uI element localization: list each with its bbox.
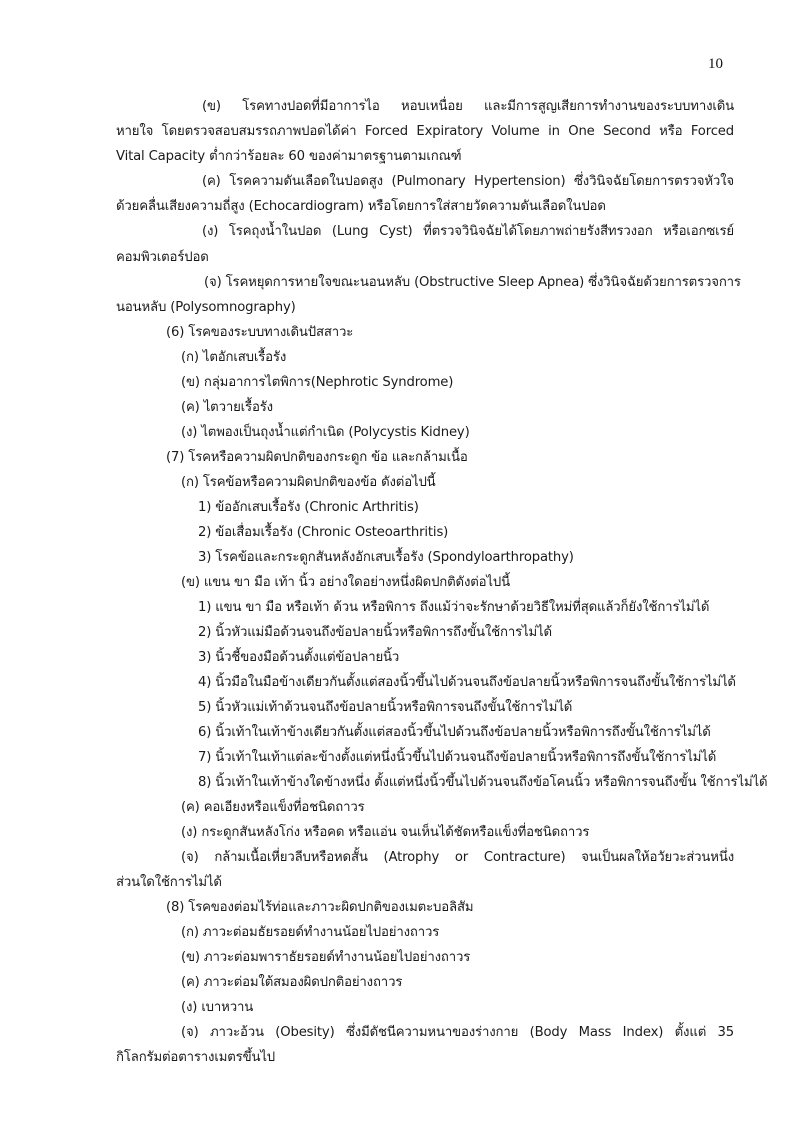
section-heading-endocrine: (8) โรคของต่อมไร้ท่อและภาวะผิดปกติของเมตะบอลิสัม: [166, 900, 474, 915]
list-item-pituitary: (ค) ภาวะต่อมใต้สมองผิดปกติอย่างถาวร: [181, 975, 403, 990]
text-line-pulmonary-hypertension: (ค) โรคความดันเลือดในปอดสูง (Pulmonary Hypertension) ซึ่งวินิจฉัยโดยการตรวจหัวใจ: [202, 174, 734, 189]
page-number: 10: [708, 56, 723, 72]
list-item-torticollis: (ค) คอเอียงหรือแข็งที่อชนิดถาวร: [181, 800, 365, 815]
text-line-polysomnography: นอนหลับ (Polysomnography): [116, 300, 296, 315]
text-line-obesity-cont: กิโลกรัมต่อตารางเมตรขึ้นไป: [116, 1050, 276, 1065]
list-item-nephrotic-syndrome: (ข) กลุ่มอาการไตพิการ(Nephrotic Syndrome): [181, 375, 454, 390]
section-heading-urinary: (6) โรคของระบบทางเดินปัสสาวะ: [166, 325, 354, 340]
text-line-lung-cyst: (ง) โรคถุงน้ำในปอด (Lung Cyst) ที่ตรวจวินิจฉัยได้โดยภาพถ่ายรังสีทรวงอก หรือเอกซเรย์: [202, 224, 734, 239]
list-item-limb-2: 2) นิ้วหัวแม่มือด้วนจนถึงข้อปลายนิ้วหรือพิการถึงขั้นใช้การไม่ได้: [198, 625, 552, 640]
list-item-spondyloarthropathy: 3) โรคข้อและกระดูกสันหลังอักเสบเรื้อรัง (Spondyloarthropathy): [198, 550, 574, 565]
text-line-fev1: หายใจ โดยตรวจสอบสมรรถภาพปอดได้ค่า Forced Expiratory Volume in One Second หรือ Forced: [116, 124, 734, 139]
list-item-limb-abnormalities: (ข) แขน ขา มือ เท้า นิ้ว อย่างใดอย่างหนึ่งผิดปกติดังต่อไปนี้: [181, 575, 510, 590]
list-item-obesity: (จ) ภาวะอ้วน (Obesity) ซึ่งมีดัชนีความหนาของร่างกาย (Body Mass Index) ตั้งแต่ 35: [181, 1025, 734, 1040]
list-item-chronic-renal-failure: (ค) ไตวายเรื้อรัง: [181, 400, 273, 415]
text-line-ct-lung: คอมพิวเตอร์ปอด: [116, 250, 209, 265]
text-line-sleep-apnea: (จ) โรคหยุดการหายใจขณะนอนหลับ (Obstructive Sleep Apnea) ซึ่งวินิจฉัยด้วยการตรวจการ: [204, 275, 741, 290]
text-line-echocardiogram: ด้วยคลื่นเสียงความถี่สูง (Echocardiogram) หรือโดยการใส่สายวัดความดันเลือดในปอด: [116, 199, 606, 214]
list-item-limb-8: 8) นิ้วเท้าในเท้าข้างใดข้างหนึ่ง ตั้งแต่หนึ่งนิ้วขึ้นไปด้วนจนถึงข้อโคนนิ้ว หรือพิการจนถึงขั้น ใช้การไม่ได้: [198, 775, 768, 790]
list-item-hypoparathyroidism: (ข) ภาวะต่อมพาราธัยรอยด์ทำงานน้อยไปอย่างถาวร: [181, 950, 471, 965]
list-item-polycystic-kidney: (ง) ไตพองเป็นถุงน้ำแต่กำเนิด (Polycystis Kidney): [181, 425, 470, 440]
list-item-limb-5: 5) นิ้วหัวแม่เท้าด้วนจนถึงข้อปลายนิ้วหรือพิการจนถึงขั้นใช้การไม่ได้: [198, 700, 573, 715]
list-item-limb-4: 4) นิ้วมือในมือข้างเดียวกันตั้งแต่สองนิ้วขึ้นไปด้วนจนถึงข้อปลายนิ้วหรือพิการจนถึงขั้นใช้การไม่ได้: [198, 675, 736, 690]
section-heading-musculoskeletal: (7) โรคหรือความผิดปกติของกระดูก ข้อ และกล้ามเนื้อ: [166, 450, 468, 465]
text-line-lung-disease-b: (ข) โรคทางปอดที่มีอาการไอ หอบเหนื่อย และมีการสูญเสียการทำงานของระบบทางเดิน: [202, 99, 734, 114]
list-item-chronic-arthritis: 1) ข้ออักเสบเรื้อรัง (Chronic Arthritis): [198, 500, 419, 515]
list-item-osteoarthritis: 2) ข้อเสื่อมเรื้อรัง (Chronic Osteoarthritis): [198, 525, 449, 540]
list-item-spinal-deformity: (ง) กระดูกสันหลังโก่ง หรือคด หรือแอ่น จนเห็นได้ชัดหรือแข็งที่อชนิดถาวร: [181, 825, 590, 840]
text-line-vital-capacity: Vital Capacity ต่ำกว่าร้อยละ 60 ของค่ามาตรฐานตามเกณฑ์: [116, 149, 462, 164]
list-item-limb-6: 6) นิ้วเท้าในเท้าข้างเดียวกันตั้งแต่สองนิ้วขึ้นไปด้วนถึงข้อปลายนิ้วหรือพิการถึงขั้นใช้การไม่ได้: [198, 725, 711, 740]
text-line-atrophy-cont: ส่วนใดใช้การไม่ได้: [116, 875, 222, 890]
list-item-atrophy: (จ) กล้ามเนื้อเหี่ยวลีบหรือหดสั้น (Atrophy or Contracture) จนเป็นผลให้อวัยวะส่วนหนึ่ง: [181, 850, 734, 865]
list-item-diabetes: (ง) เบาหวาน: [181, 1000, 254, 1015]
list-item-chronic-nephritis: (ก) ไตอักเสบเรื้อรัง: [181, 350, 287, 365]
list-item-limb-1: 1) แขน ขา มือ หรือเท้า ด้วน หรือพิการ ถึงแม้ว่าจะรักษาด้วยวิธีใหม่ที่สุดแล้วก็ยังใช้การไม่ได้: [198, 600, 710, 615]
list-item-joint-disorders: (ก) โรคข้อหรือความผิดปกติของข้อ ดังต่อไปนี้: [181, 475, 436, 490]
list-item-hypothyroidism: (ก) ภาวะต่อมธัยรอยด์ทำงานน้อยไปอย่างถาวร: [181, 925, 440, 940]
list-item-limb-3: 3) นิ้วชี้ของมือด้วนตั้งแต่ข้อปลายนิ้ว: [198, 650, 400, 665]
list-item-limb-7: 7) นิ้วเท้าในเท้าแต่ละข้างตั้งแต่หนึ่งนิ้วขึ้นไปด้วนจนถึงข้อปลายนิ้วหรือพิการถึงขั้นใช้การไม่ได้: [198, 750, 717, 765]
